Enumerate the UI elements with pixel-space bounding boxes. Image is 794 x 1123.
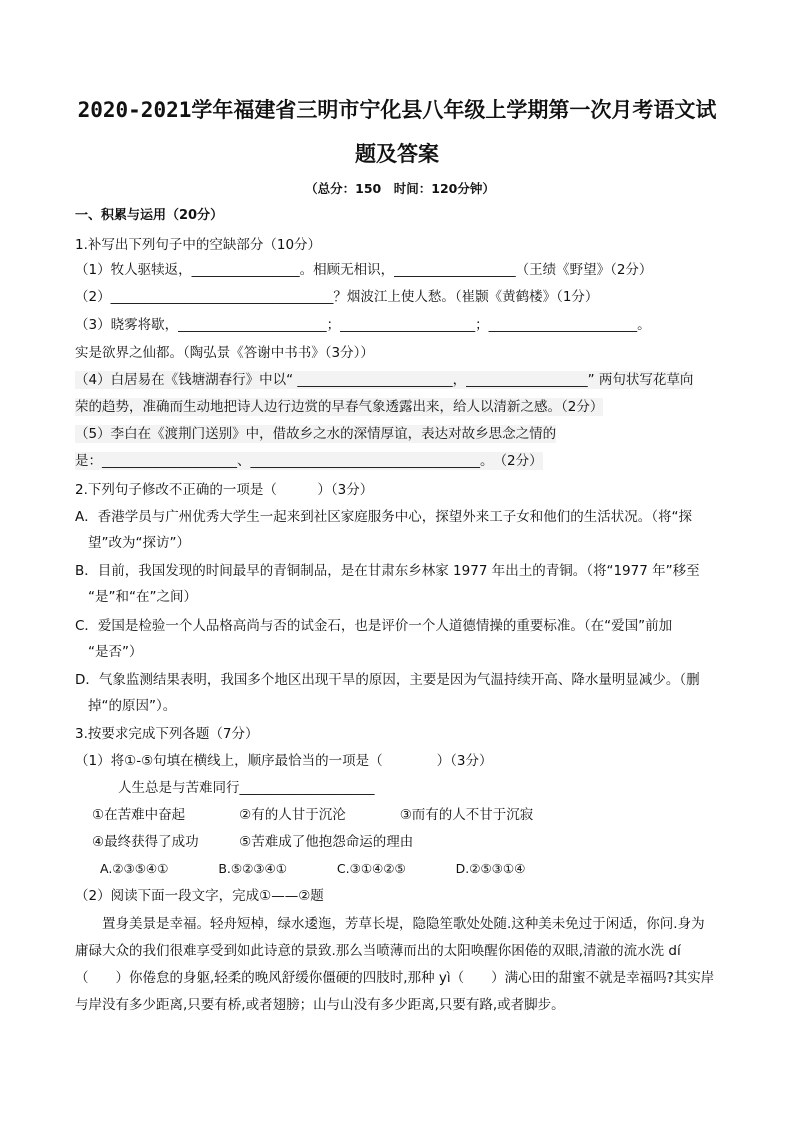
q2-option-d-cont: 掉“的原因”）。 <box>88 698 177 714</box>
q1-line1: （1）牧人驱犊返，________________。相顾无相识，__________________（王绩《野望》（2分） <box>75 262 653 278</box>
exam-title-line2: 题及答案 <box>355 142 439 166</box>
q2-stem: 2.下列句子修改不正确的一项是（ ）（3分） <box>75 482 374 498</box>
q1-line2: （2）_________________________________？烟波江上使人愁。（崔颢《黄鹤楼》（1分） <box>75 289 599 305</box>
q1-line3: （3）晓雾将歇，______________________；____________________；______________________。 <box>75 317 651 333</box>
q1-line6: 荣的趋势，准确而生动地把诗人边行边赏的早春气象透露出来，给人以清新之感。（2分） <box>75 399 604 415</box>
q2-option-c: C．爱国是检验一个人品格高尚与否的试金石，也是评价一个人道德情操的重要标准。（在“爱国”前加 <box>75 618 673 634</box>
q2-option-a-cont: 望”改为“探访”） <box>88 535 190 551</box>
q3-stem: 3.按要求完成下列各题（7分） <box>75 726 259 742</box>
q2-option-b: B．目前，我国发现的时间最早的青铜制品，是在甘肃东乡林家 1977 年出土的青铜。（将“1977 年”移至 <box>75 563 700 579</box>
reading-line3: （ ）你倦怠的身躯,轻柔的晚风舒缓你僵硬的四肢时,那种 yì（ ）满心田的甜蜜不就是幸福吗?其实岸 <box>75 970 715 986</box>
exam-meta: （总分：150 时间：120分钟） <box>305 181 495 196</box>
q3-sentences-row1: ①在苦难中奋起 ②有的人甘于沉沦 ③而有的人不甘于沉寂 <box>92 807 534 823</box>
reading-line4: 与岸没有多少距离,只要有桥,或者翅膀；山与山没有多少距离,只要有路,或者脚步。 <box>75 997 565 1013</box>
q3-choices: A.②③⑤④① B.⑤②③④① C.③①④②⑤ D.②⑤③①④ <box>100 861 526 876</box>
q1-line4: 实是欲界之仙都。（陶弘景《答谢中书书》（3分）） <box>75 345 374 361</box>
q2-option-b-cont: “是”和“在”之间） <box>88 589 197 605</box>
q3-lead-sentence: 人生总是与苦难同行____________________ <box>118 780 375 796</box>
reading-line1: 置身美景是幸福。轻舟短棹，绿水逶迤，芳草长堤，隐隐笙歌处处随.这种美未免过于闲适，你问.身为 <box>75 916 705 932</box>
q1-line7: （5）李白在《渡荆门送别》中，借故乡之水的深情厚谊，表达对故乡思念之情的 <box>75 426 557 442</box>
q1-stem: 1.补写出下列句子中的空缺部分（10分） <box>75 237 322 253</box>
q2-option-c-cont: “是否”） <box>88 644 143 660</box>
q1-line8: 是：____________________、__________________________________。 （2分） <box>75 453 543 469</box>
exam-title-line1: 2020-2021学年福建省三明市宁化县八年级上学期第一次月考语文试 <box>77 98 717 122</box>
q3-part2: （2）阅读下面一段文字，完成①——②题 <box>75 888 324 904</box>
q2-option-a: A．香港学员与广州优秀大学生一起来到社区家庭服务中心，探望外来工子女和他们的生活状况。（将“探 <box>75 509 692 525</box>
q3-part1: （1）将①-⑤句填在横线上，顺序最恰当的一项是（ ）（3分） <box>75 753 493 769</box>
section-heading: 一、积累与运用（20分） <box>75 208 224 223</box>
q1-line5: （4）白居易在《钱塘湖春行》中以“ _______________________，__________________” 两句状写花草向 <box>75 372 694 388</box>
q2-option-d: D．气象监测结果表明，我国多个地区出现干旱的原因，主要是因为气温持续开高、降水量明显减少。（删 <box>75 672 700 688</box>
q3-sentences-row2: ④最终获得了成功 ⑤苦难成了他抱怨命运的理由 <box>92 834 414 850</box>
reading-line2: 庸碌大众的我们很难享受到如此诗意的景致.那么当喷薄而出的太阳唤醒你困倦的双眼,清澈的流水洗 dí <box>75 943 681 959</box>
